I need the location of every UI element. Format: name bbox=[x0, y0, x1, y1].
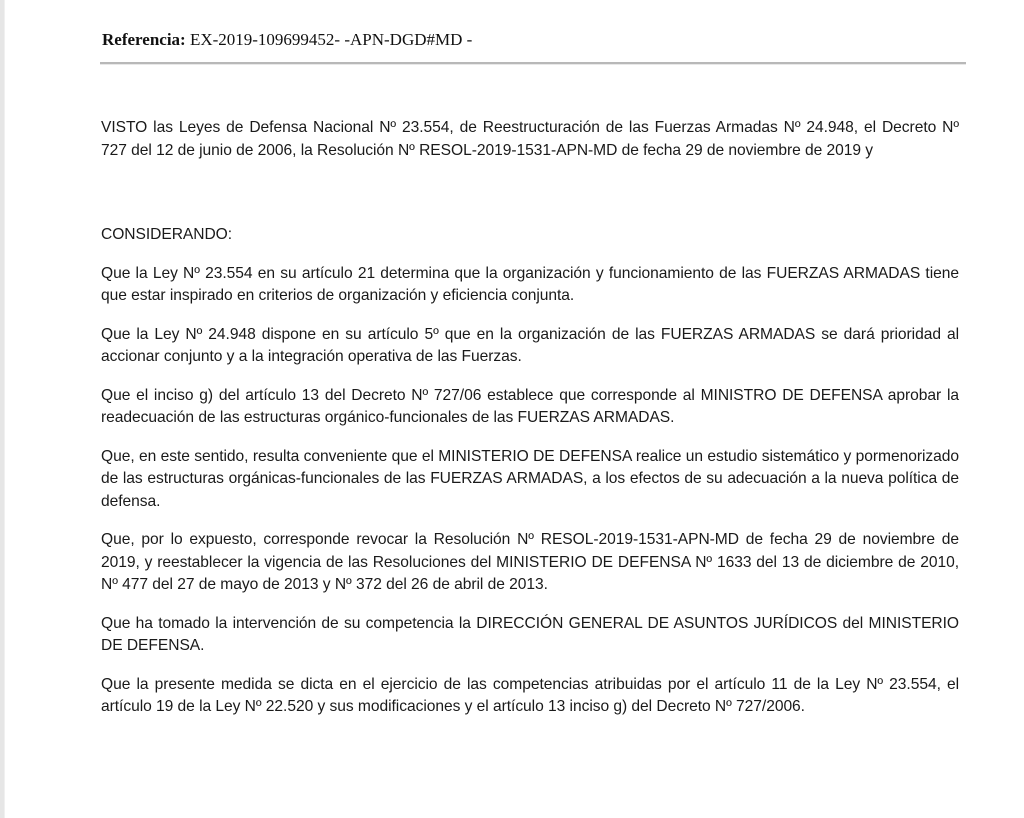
considerando-paragraph: Que ha tomado la intervención de su competencia la DIRECCIÓN GENERAL DE ASUNTOS JURÍDICOS del MINISTERIO DE DEFENSA. bbox=[101, 614, 959, 654]
reference-label: Referencia: bbox=[102, 30, 186, 49]
considerando-paragraph: Que la presente medida se dicta en el ejercicio de las competencias atribuidas por el artículo 11 de la Ley Nº 23.554, el artículo 19 de la Ley Nº 22.520 y sus modificaciones y el artículo 13 inciso g) del Decreto Nº 727/2006. bbox=[101, 675, 959, 715]
considerando-paragraph: Que, en este sentido, resulta conveniente que el MINISTERIO DE DEFENSA realice un estudio sistemático y pormenorizado de las estructuras orgánicas-funcionales de las FUERZAS ARMADAS, a los efectos de su adecuación a la nueva política de defensa. bbox=[101, 447, 959, 510]
header-divider bbox=[100, 62, 966, 64]
considerando-paragraph: Que, por lo expuesto, corresponde revocar la Resolución Nº RESOL-2019-1531-APN-MD de fecha 29 de noviembre de 2019, y reestablecer la vigencia de las Resoluciones del MINISTERIO DE DEFENSA Nº 1633 del 13 de diciembre de 2010, Nº 477 del 27 de mayo de 2013 y Nº 372 del 26 de abril de 2013. bbox=[101, 531, 959, 593]
document-body bbox=[101, 117, 959, 735]
considerando-heading: CONSIDERANDO: bbox=[101, 226, 233, 243]
considerando-paragraph: Que el inciso g) del artículo 13 del Decreto Nº 727/06 establece que corresponde al MINISTRO DE DEFENSA aprobar la readecuación de las estructuras orgánico-funcionales de las FUERZAS ARMADAS. bbox=[101, 386, 959, 426]
considerando-paragraph: Que la Ley Nº 24.948 dispone en su artículo 5º que en la organización de las FUERZAS ARMADAS se dará prioridad al accionar conjunto y a la integración operativa de las Fuerzas. bbox=[101, 325, 959, 365]
reference-value: EX-2019-109699452- -APN-DGD#MD - bbox=[185, 30, 473, 49]
considerando-paragraph: Que la Ley Nº 23.554 en su artículo 21 determina que la organización y funcionamiento de las FUERZAS ARMADAS tiene que estar inspirado en criterios de organización y eficiencia conjunta. bbox=[101, 264, 959, 304]
reference-line bbox=[102, 30, 472, 50]
visto-paragraph: VISTO las Leyes de Defensa Nacional Nº 23.554, de Reestructuración de las Fuerzas Armadas Nº 24.948, el Decreto Nº 727 del 12 de junio de 2006, la Resolución Nº RESOL-2019-1531-APN-MD de fecha 29 de noviembre de 2019 y bbox=[101, 119, 959, 159]
